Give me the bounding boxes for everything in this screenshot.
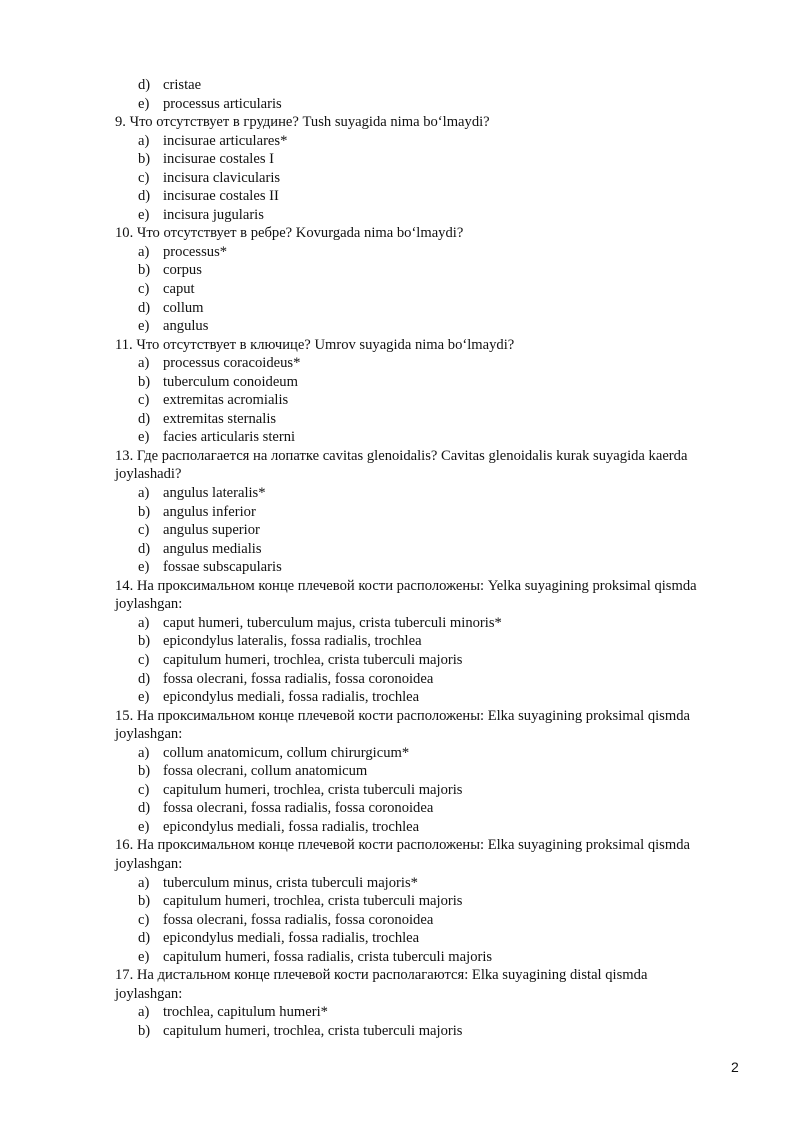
option-text: angulus superior	[163, 522, 260, 539]
option-item	[115, 484, 715, 503]
option-letter: e)	[138, 206, 150, 223]
option-text: collum anatomicum, collum chirurgicum*	[163, 744, 410, 761]
option-item	[115, 521, 715, 540]
option-text: extremitas acromialis	[163, 392, 289, 409]
option-item	[115, 874, 715, 893]
option-item	[115, 503, 715, 522]
option-letter: c)	[138, 781, 150, 798]
question-text: 13. Где располагается на лопатке cavitas glenoidalis? Cavitas glenoidalis kurak suyagida kaerda joylashadi?	[115, 447, 688, 483]
option-text: epicondylus mediali, fossa radialis, trochlea	[163, 930, 420, 947]
option-text: angulus medialis	[163, 540, 262, 557]
option-text: incisura jugularis	[163, 206, 264, 223]
option-letter: e)	[138, 318, 150, 335]
option-letter: d)	[138, 800, 151, 817]
question-text: 14. На проксимальном конце плечевой кости расположены: Yelka suyagining proksimal qismda joylashgan:	[115, 577, 697, 613]
option-item	[115, 280, 715, 299]
option-item	[115, 187, 715, 206]
question-text: 11. Что отсутствует в ключице? Umrov suyagida nima bo‘lmaydi?	[115, 336, 515, 353]
option-item	[115, 261, 715, 280]
option-text: capitulum humeri, trochlea, crista tuberculi majoris	[163, 781, 463, 798]
option-item	[115, 911, 715, 930]
option-letter: d)	[138, 410, 151, 427]
option-text: caput	[163, 281, 195, 298]
question-text: 17. На дистальном конце плечевой кости располагаются: Elka suyagining distal qismda joylashgan:	[115, 967, 648, 1002]
option-item	[115, 558, 715, 577]
option-text: fossa olecrani, fossa radialis, fossa coronoidea	[163, 911, 434, 928]
option-text: epicondylus mediali, fossa radialis, trochlea	[163, 818, 420, 835]
option-text: epicondylus mediali, fossa radialis, trochlea	[163, 689, 420, 706]
option-letter: c)	[138, 911, 150, 928]
option-letter: a)	[138, 243, 150, 260]
option-text: angulus lateralis*	[163, 485, 266, 502]
option-letter: a)	[138, 132, 150, 149]
option-letter: c)	[138, 651, 150, 668]
option-item	[115, 781, 715, 800]
option-text: fossa olecrani, collum anatomicum	[163, 763, 368, 780]
option-letter: b)	[138, 1022, 151, 1039]
option-item	[115, 762, 715, 781]
option-item	[115, 799, 715, 818]
option-letter: d)	[138, 670, 151, 687]
option-item	[115, 95, 715, 114]
page-number: 2	[731, 1059, 739, 1075]
option-letter: c)	[138, 522, 150, 539]
option-item	[115, 169, 715, 188]
option-text: processus coracoideus*	[163, 355, 301, 372]
option-letter: a)	[138, 744, 150, 761]
option-item	[115, 688, 715, 707]
question-text: 15. На проксимальном конце плечевой кости расположены: Elka suyagining proksimal qismda joylashgan:	[115, 707, 690, 743]
option-letter: b)	[138, 373, 151, 390]
option-item	[115, 76, 715, 95]
option-text: capitulum humeri, trochlea, crista tuberculi majoris	[163, 893, 463, 910]
option-letter: e)	[138, 689, 150, 706]
option-text: angulus inferior	[163, 503, 256, 520]
option-text: tuberculum conoideum	[163, 373, 298, 390]
option-item	[115, 132, 715, 151]
option-letter: d)	[138, 188, 151, 205]
option-text: incisurae articulares*	[163, 132, 288, 149]
option-text: processus*	[163, 243, 228, 260]
option-letter: b)	[138, 893, 151, 910]
option-letter: a)	[138, 485, 150, 502]
option-item	[115, 670, 715, 689]
option-letter: d)	[138, 77, 151, 93]
option-text: collum	[163, 299, 204, 316]
option-letter: c)	[138, 169, 150, 186]
option-letter: e)	[138, 818, 150, 835]
option-item	[115, 243, 715, 262]
option-letter: d)	[138, 299, 151, 316]
option-item	[115, 929, 715, 948]
option-text: fossae subscapularis	[163, 559, 282, 576]
option-item	[115, 1022, 715, 1041]
option-text: capitulum humeri, fossa radialis, crista tuberculi majoris	[163, 948, 493, 965]
option-item	[115, 150, 715, 169]
option-letter: e)	[138, 559, 150, 576]
option-text: trochlea, capitulum humeri*	[163, 1004, 328, 1021]
option-letter: e)	[138, 95, 150, 112]
option-item	[115, 299, 715, 318]
option-text: incisurae costales II	[163, 188, 279, 205]
option-text: capitulum humeri, trochlea, crista tuberculi majoris	[163, 651, 463, 668]
question-text: 10. Что отсутствует в ребре? Kovurgada nima bo‘lmaydi?	[115, 225, 464, 242]
option-letter: a)	[138, 1004, 150, 1021]
option-text: facies articularis sterni	[163, 429, 296, 446]
question-list	[115, 76, 715, 1040]
option-item	[115, 744, 715, 763]
option-text: tuberculum minus, crista tuberculi majoris*	[163, 874, 418, 891]
option-text: incisura clavicularis	[163, 169, 281, 186]
option-letter: e)	[138, 948, 150, 965]
option-text: incisurae costales I	[163, 151, 275, 168]
option-letter: b)	[138, 262, 151, 279]
option-item	[115, 632, 715, 651]
option-letter: b)	[138, 763, 151, 780]
option-text: extremitas sternalis	[163, 410, 277, 427]
option-text: processus articularis	[163, 95, 282, 112]
option-item	[115, 818, 715, 837]
option-item	[115, 317, 715, 336]
option-item	[115, 614, 715, 633]
option-item	[115, 354, 715, 373]
option-item	[115, 206, 715, 225]
option-item	[115, 540, 715, 559]
option-item	[115, 410, 715, 429]
option-letter: c)	[138, 281, 150, 298]
option-text: angulus	[163, 318, 209, 335]
option-item	[115, 651, 715, 670]
option-letter: a)	[138, 355, 150, 372]
option-letter: a)	[138, 874, 150, 891]
option-letter: c)	[138, 392, 150, 409]
option-text: epicondylus lateralis, fossa radialis, trochlea	[163, 633, 422, 650]
option-letter: b)	[138, 633, 151, 650]
option-letter: b)	[138, 151, 151, 168]
option-letter: a)	[138, 614, 150, 631]
option-item	[115, 373, 715, 392]
option-text: caput humeri, tuberculum majus, crista tuberculi minoris*	[163, 614, 502, 631]
option-item	[115, 391, 715, 410]
option-text: corpus	[163, 262, 202, 279]
option-letter: b)	[138, 503, 151, 520]
option-letter: d)	[138, 540, 151, 557]
option-item	[115, 1003, 715, 1022]
option-letter: e)	[138, 429, 150, 446]
option-item	[115, 948, 715, 967]
option-text: fossa olecrani, fossa radialis, fossa coronoidea	[163, 670, 434, 687]
option-item	[115, 892, 715, 911]
question-text: 16. На проксимальном конце плечевой кости расположены: Elka suyagining proksimal qismda joylashgan:	[115, 837, 690, 872]
option-letter: d)	[138, 930, 151, 947]
option-text: capitulum humeri, trochlea, crista tuberculi majoris	[163, 1022, 463, 1039]
question-text: 9. Что отсутствует в грудине? Tush suyagida nima bo‘lmaydi?	[115, 114, 490, 131]
option-item	[115, 428, 715, 447]
option-text: cristae	[163, 77, 202, 93]
option-text: fossa olecrani, fossa radialis, fossa coronoidea	[163, 800, 434, 817]
